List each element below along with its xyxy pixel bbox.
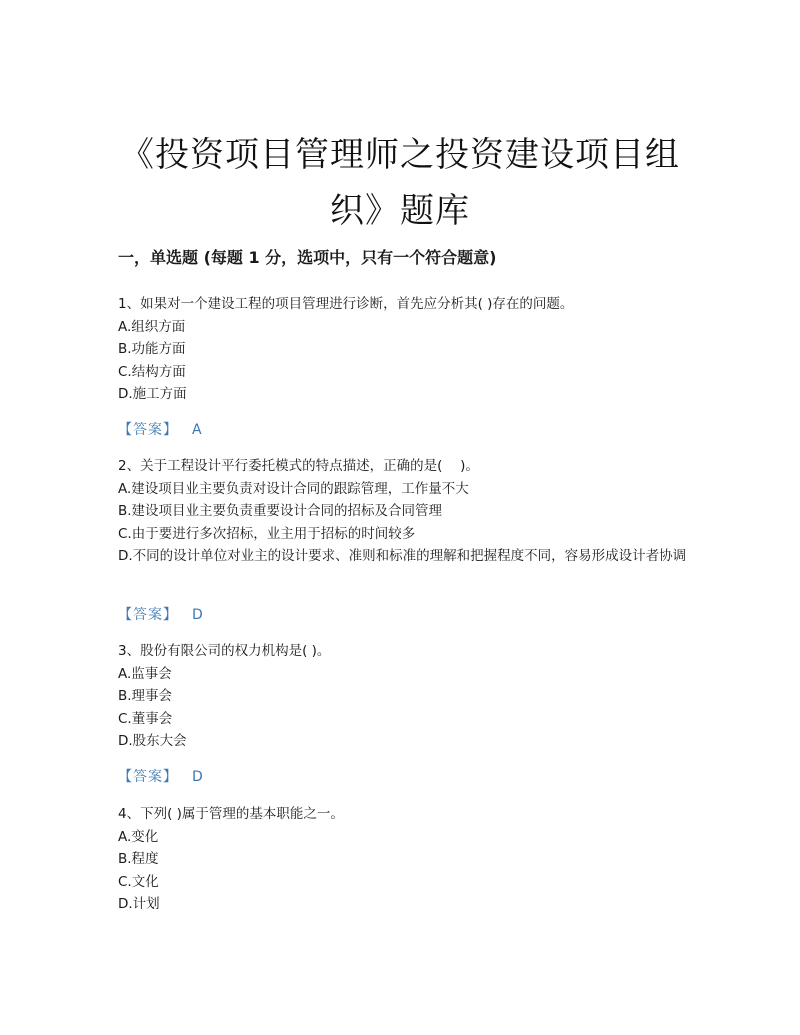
answer-value: D <box>192 607 203 623</box>
question-stem: 2、关于工程设计平行委托模式的特点描述，正确的是( )。 <box>118 458 479 474</box>
option-d: D.不同的设计单位对业主的设计要求、准则和标准的理解和把握程度不同，容易形成设计者协调 <box>118 548 687 564</box>
answer-3 <box>118 766 203 788</box>
question-4 <box>118 803 688 916</box>
option-c: C.董事会 <box>118 710 173 727</box>
question-stem: 4、下列( )属于管理的基本职能之一。 <box>118 806 344 822</box>
option-a: A.变化 <box>118 828 159 845</box>
option-c: C.结构方面 <box>118 363 186 380</box>
option-a: A.组织方面 <box>118 318 186 335</box>
option-b: B.功能方面 <box>118 341 186 357</box>
option-b: B.理事会 <box>118 688 173 704</box>
title-line-2: 织》题库 <box>330 190 470 231</box>
section-heading: 一，单选题 (每题 1 分，选项中，只有一个符合题意) <box>118 248 497 267</box>
question-1 <box>118 293 688 406</box>
answer-2 <box>118 604 203 626</box>
option-d: D.股东大会 <box>118 733 187 749</box>
answer-label: 【答案】 <box>118 607 178 623</box>
option-b: B.程度 <box>118 851 159 867</box>
question-stem: 3、股份有限公司的权力机构是( )。 <box>118 643 331 659</box>
answer-1 <box>118 419 202 441</box>
option-b: B.建设项目业主要负责重要设计合同的招标及合同管理 <box>118 503 443 519</box>
option-c: C.文化 <box>118 873 159 890</box>
answer-label: 【答案】 <box>118 422 178 438</box>
option-d: D.计划 <box>118 896 160 912</box>
question-3 <box>118 640 688 753</box>
option-a: A.监事会 <box>118 665 172 682</box>
option-c: C.由于要进行多次招标，业主用于招标的时间较多 <box>118 525 416 542</box>
title-line-1: 《投资项目管理师之投资建设项目组 <box>120 134 680 175</box>
option-d: D.施工方面 <box>118 386 187 402</box>
answer-value: D <box>192 769 203 785</box>
document-title <box>100 127 700 239</box>
question-2 <box>118 455 688 568</box>
question-stem: 1、如果对一个建设工程的项目管理进行诊断，首先应分析其( )存在的问题。 <box>118 296 574 312</box>
option-a: A.建设项目业主要负责对设计合同的跟踪管理，工作量不大 <box>118 480 469 497</box>
answer-label: 【答案】 <box>118 769 178 785</box>
answer-value: A <box>192 422 202 438</box>
